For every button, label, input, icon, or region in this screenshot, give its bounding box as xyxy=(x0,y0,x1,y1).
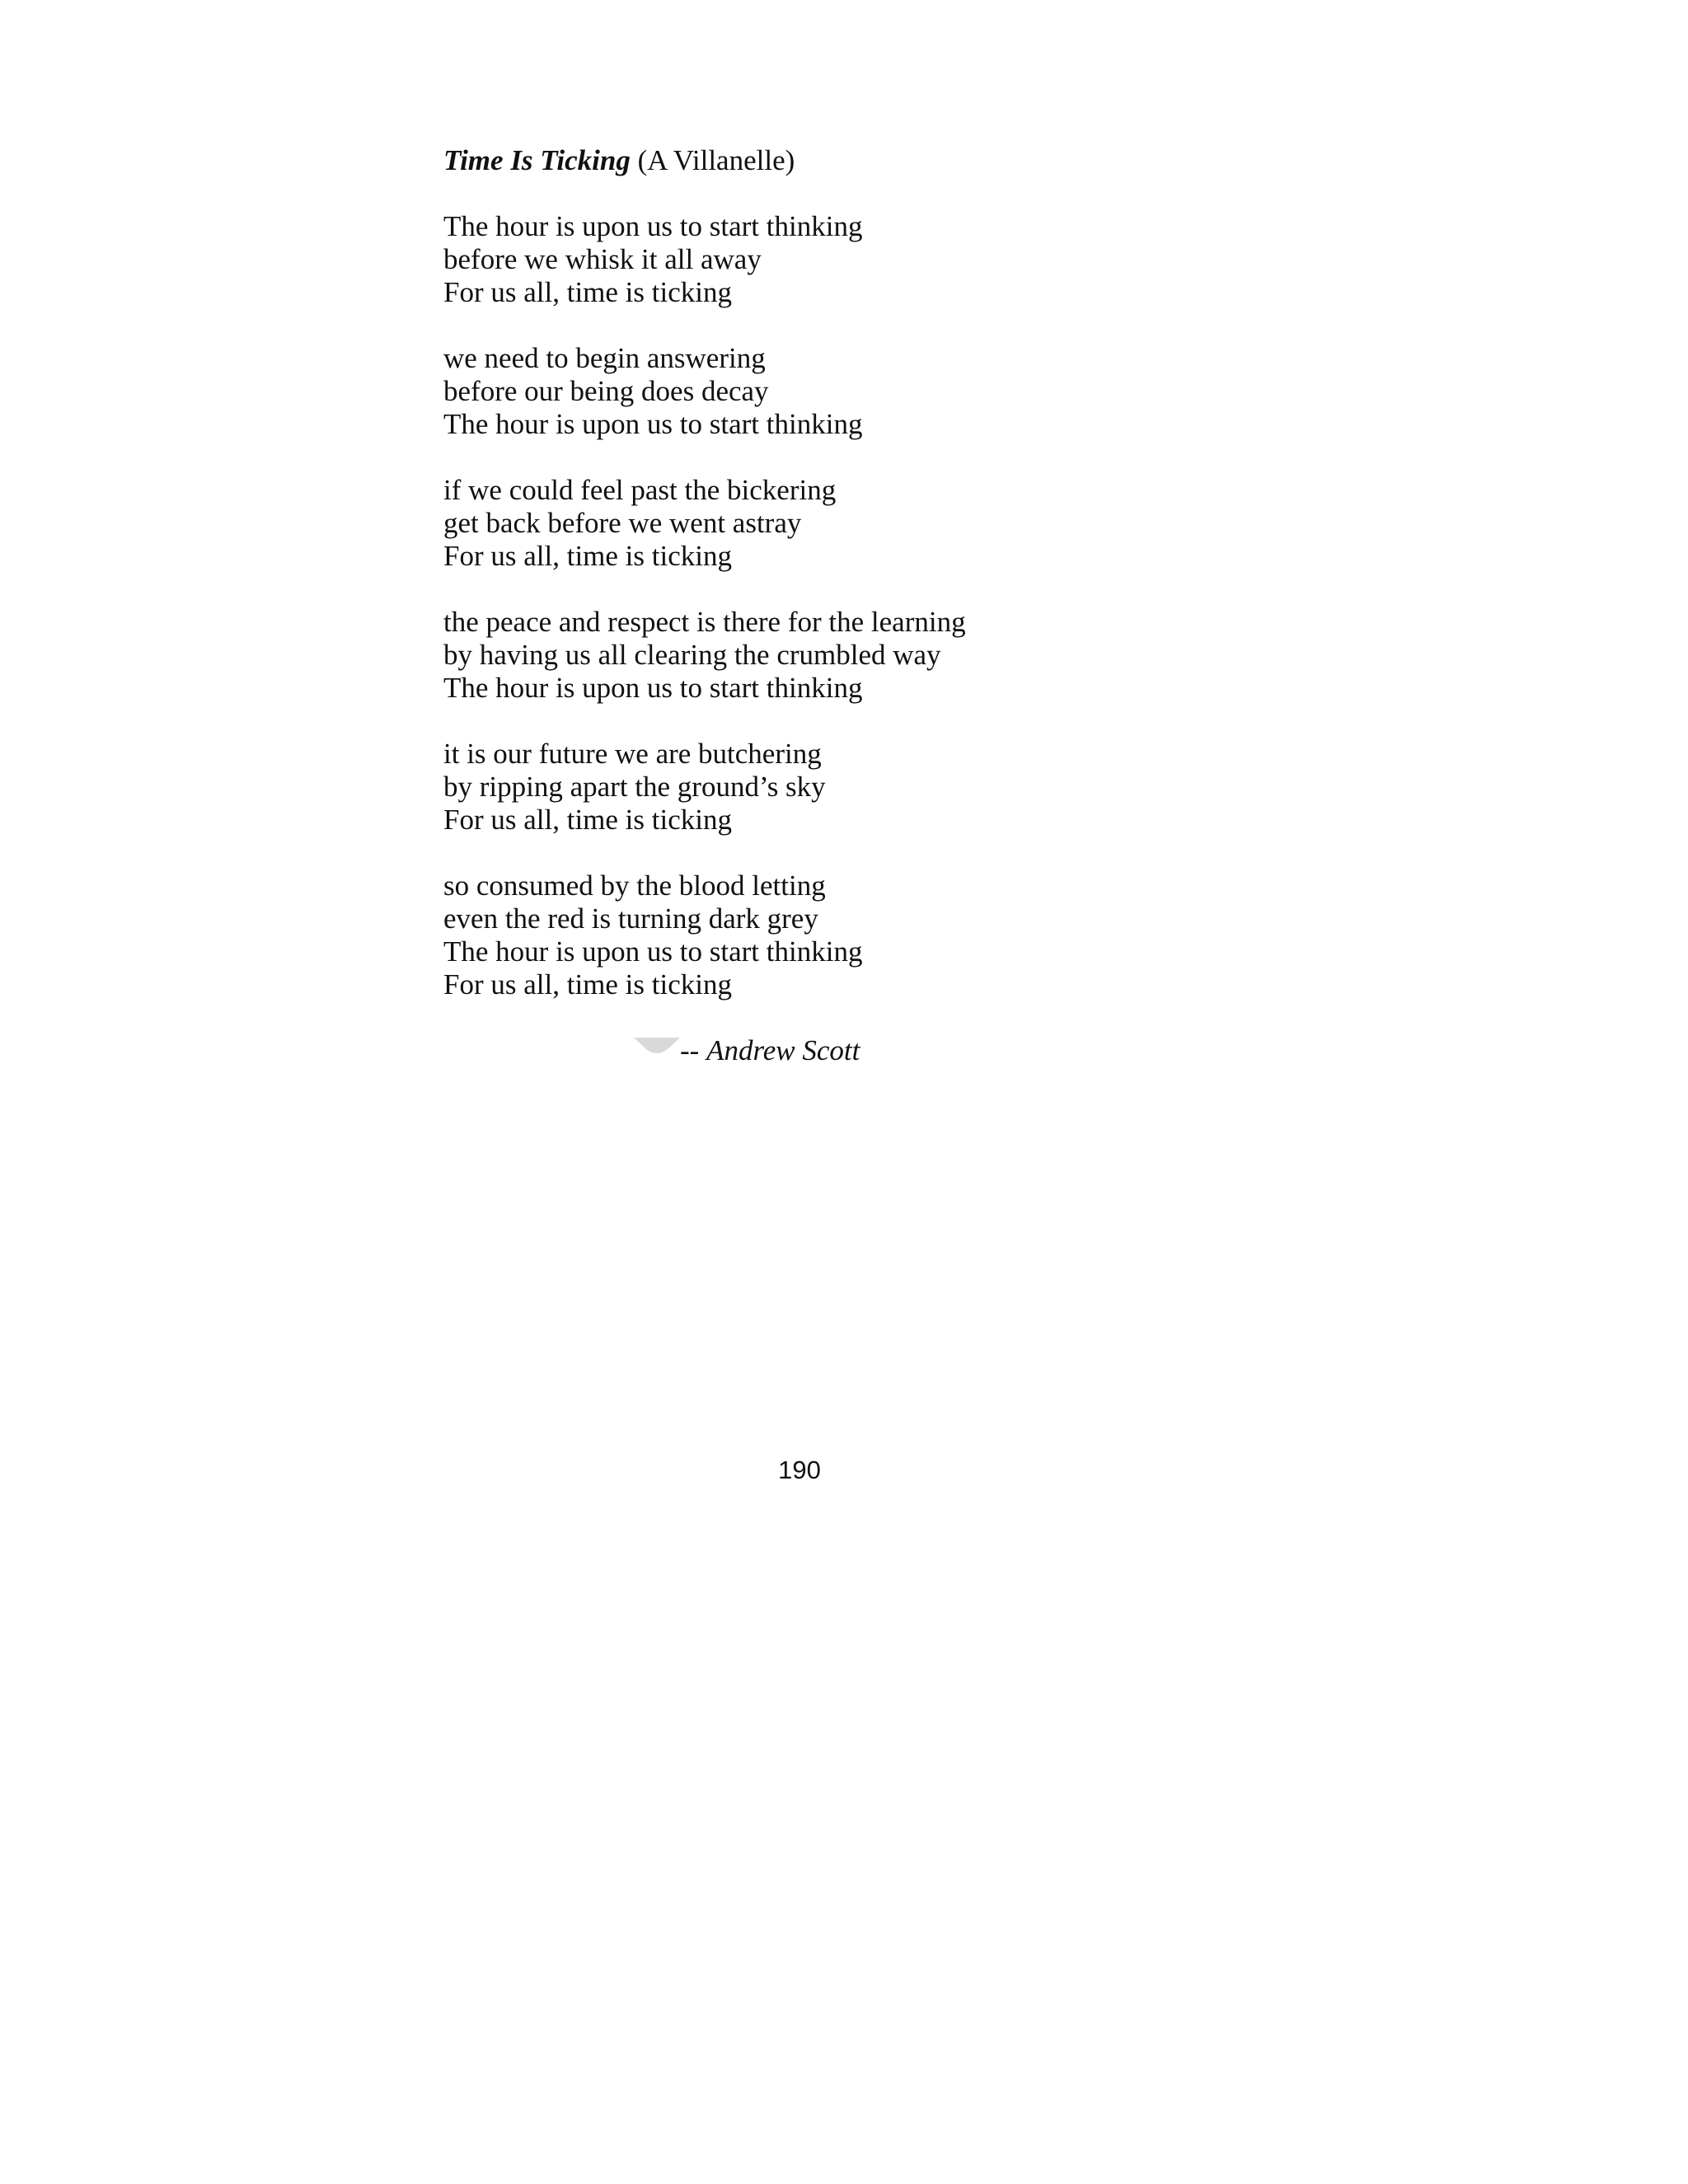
poem-title: Time Is Ticking xyxy=(443,144,631,176)
stanza-2 xyxy=(443,342,1185,441)
poem-line: The hour is upon us to start thinking xyxy=(443,672,863,704)
poem xyxy=(443,144,1185,1067)
poem-line: get back before we went astray xyxy=(443,507,802,539)
page-number: 190 xyxy=(778,1455,821,1484)
poem-subtitle: (A Villanelle) xyxy=(637,144,795,176)
stanza-6 xyxy=(443,869,1185,1001)
triangle-mark-icon xyxy=(634,1038,680,1056)
poem-line: by ripping apart the ground’s sky xyxy=(443,771,826,803)
poem-line: before our being does decay xyxy=(443,375,769,407)
poem-line: if we could feel past the bickering xyxy=(443,474,837,506)
poem-line: so consumed by the blood letting xyxy=(443,869,826,902)
poem-line: The hour is upon us to start thinking xyxy=(443,935,863,968)
poem-line: For us all, time is ticking xyxy=(443,804,732,836)
poem-line: by having us all clearing the crumbled way xyxy=(443,639,941,671)
poem-author: Andrew Scott xyxy=(706,1034,860,1066)
poem-line: For us all, time is ticking xyxy=(443,276,732,308)
poem-line: even the red is turning dark grey xyxy=(443,902,818,935)
poem-line: The hour is upon us to start thinking xyxy=(443,408,863,440)
poem-line: it is our future we are butchering xyxy=(443,738,822,770)
stanza-4 xyxy=(443,606,1185,705)
poem-line: For us all, time is ticking xyxy=(443,968,732,1001)
poem-title-line xyxy=(443,144,1185,177)
poem-line: we need to begin answering xyxy=(443,342,766,374)
poem-line: The hour is upon us to start thinking xyxy=(443,210,863,242)
stanza-5 xyxy=(443,738,1185,837)
poem-line: For us all, time is ticking xyxy=(443,540,732,572)
poem-line: the peace and respect is there for the learning xyxy=(443,606,966,638)
poem-line: before we whisk it all away xyxy=(443,243,762,275)
attribution-prefix: -- xyxy=(680,1034,707,1066)
stanza-1 xyxy=(443,210,1185,309)
stanza-3 xyxy=(443,474,1185,573)
poem-attribution xyxy=(680,1034,1185,1067)
